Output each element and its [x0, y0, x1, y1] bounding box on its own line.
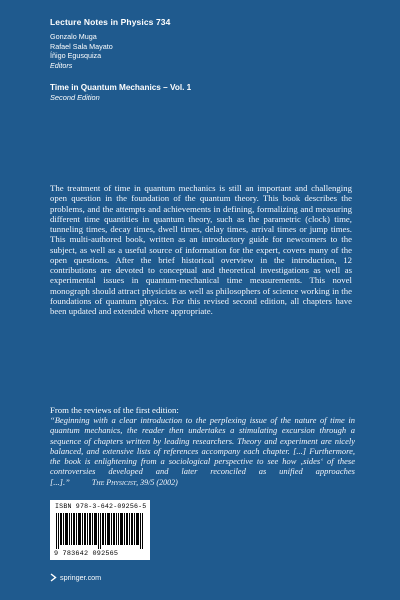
review-source: The Physicist, 39/5 (2002)	[91, 477, 178, 487]
barcode-box	[50, 500, 150, 560]
book-description: The treatment of time in quantum mechanics is still an important and challenging open question in the foundation of the quantum theory. This book describes the problems, and the attempts and achievements in defining, formalizing and measuring different time quantities in quantum theory, such as the parametric (clock) time, tunneling times, decay times, dwell times, delay times, arrival times or jump times. This multi-authored book, written as an introductory guide for newcomers to the subject, as well as a useful source of information for the expert, covers many of the open questions. After the brief historical overview in the introduction, 12 contributions are devoted to conceptual and theoretical investigations as well as experimental issues in quantum-mechanical time measurements. This novel monograph should attract physicists as well as philosophers of science working in the foundations of quantum physics. For this revised second edition, all chapters have been updated and extended where appropriate.	[50, 183, 352, 316]
publisher-link[interactable]	[50, 573, 101, 582]
edition-label: Second Edition	[50, 93, 100, 102]
barcode-number: 9 783642 092565	[54, 550, 119, 558]
editor-name: Gonzalo Muga	[50, 32, 97, 41]
reviews-intro: From the reviews of the first edition:	[50, 405, 179, 415]
editors-role: Editors	[50, 60, 73, 70]
publisher-url[interactable]: springer.com	[60, 573, 102, 582]
review-quote	[50, 415, 355, 488]
series-title: Lecture Notes in Physics 734	[50, 17, 171, 27]
review-quote-text: “Beginning with a clear introduction to the perplexing issue of the nature of time in quantum mechanics, the reader then undertakes a stimulating excursion through a sequence of chapters written by leading researchers. Theory and experiment are nicely balanced, and extensive lists of references accompany each chapter. [...] Furthermore, the book is enlightening from a sociological perspective to see how ‚sides‘ of these controversies developed and later reconciled as unified approaches [...].”	[50, 415, 355, 487]
barcode-icon	[56, 513, 144, 549]
editor-name: Íñigo Egusquiza	[50, 51, 102, 61]
springer-arrow-icon	[50, 573, 57, 582]
book-title: Time in Quantum Mechanics – Vol. 1	[50, 83, 192, 92]
editor-name: Rafael Sala Mayato	[50, 41, 113, 51]
editors-block	[50, 32, 250, 70]
isbn-label: ISBN 978-3-642-09256-5	[55, 503, 147, 510]
